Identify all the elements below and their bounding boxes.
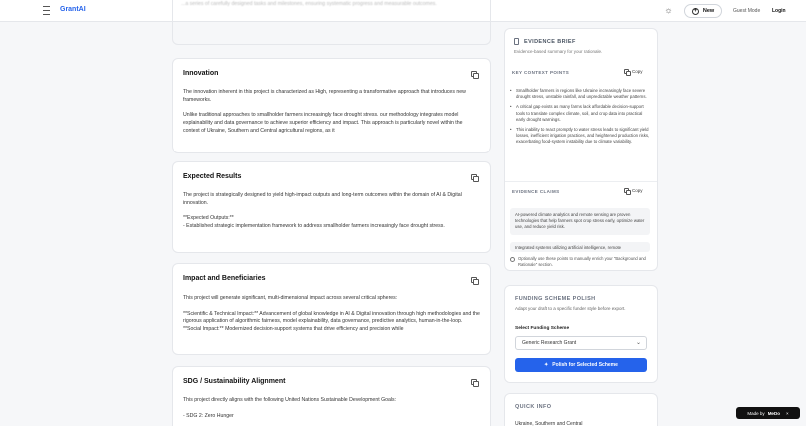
funding-scheme-description: Adapt your draft to a specific funder style before export.: [515, 306, 626, 311]
key-context-points-label: KEY CONTEXT POINTS: [512, 70, 570, 75]
previous-section-card: [172, 0, 491, 45]
copy-label: Copy: [632, 69, 643, 74]
paragraph: - SDG 2: Zero Hunger: [183, 412, 234, 419]
evidence-brief-subtitle: Evidence-based summary for your rationale.: [514, 49, 603, 54]
evidence-claims-label: EVIDENCE CLAIMS: [512, 189, 560, 194]
badge-name: MeDo: [767, 410, 780, 416]
new-button-label: New: [702, 8, 715, 14]
list-item: • Smallholder farmers in regions like Ukraine increasingly face severe drought stress, unstable rainfall, and unpredictable weather patterns.: [510, 88, 650, 100]
divider: [505, 181, 657, 182]
copy-icon[interactable]: [471, 379, 477, 385]
paragraph: This project will generate significant, multi-dimensional impact across several critical spheres:: [183, 295, 398, 301]
evidence-claim: Integrated systems utilizing artificial intelligence, remote: [510, 242, 650, 252]
list-item: • A critical gap exists as many farms lack affordable decision-support tools to translate complex climate, soil, and crop data into practical early drought warnings.: [510, 104, 650, 123]
evidence-brief-title: EVIDENCE BRIEF: [524, 39, 576, 45]
badge-prefix: Made by: [747, 410, 765, 416]
funding-scheme-select[interactable]: [515, 336, 647, 350]
polish-button-label: Polish for Selected Scheme: [552, 362, 618, 368]
copy-icon[interactable]: [471, 71, 477, 77]
quick-info-title: QUICK INFO: [515, 404, 552, 410]
copy-key-points-button[interactable]: [624, 69, 643, 74]
evidence-doc-icon: [514, 38, 519, 45]
copy-icon: [624, 188, 629, 193]
copy-label: Copy: [632, 188, 643, 193]
funding-scheme-title: FUNDING SCHEME POLISH: [515, 296, 596, 302]
copy-icon[interactable]: [471, 174, 477, 180]
menu-icon[interactable]: [43, 6, 50, 15]
theme-toggle-icon[interactable]: ☼: [664, 5, 673, 15]
info-icon: [510, 257, 515, 262]
section-title: Expected Results: [183, 173, 242, 180]
brand-logo[interactable]: GrantAI: [60, 6, 86, 13]
made-by-badge[interactable]: [736, 407, 800, 419]
chevron-down-icon: ⌄: [635, 340, 641, 346]
copy-icon: [624, 69, 629, 74]
fade-overlay: [174, 139, 489, 151]
evidence-note: [510, 256, 652, 268]
section-card-innovation: [172, 58, 491, 153]
close-icon[interactable]: ×: [785, 410, 789, 416]
login-link[interactable]: Login: [772, 8, 786, 14]
select-funding-label: Select Funding Scheme: [515, 326, 570, 331]
section-card-impact: [172, 263, 491, 355]
polish-button[interactable]: [515, 358, 647, 372]
paragraph: The innovation inherent in this project is characterized as High, representing a transformative approach that introduces new frameworks.: [183, 89, 466, 103]
section-title: SDG / Sustainability Alignment: [183, 378, 286, 385]
note-text: Optionally use these points to manually enrich your "Background and Rationale" section.: [518, 256, 646, 267]
section-body[interactable]: [183, 192, 480, 246]
key-points-list: [510, 88, 650, 150]
list-item: • This inability to react promptly to water stress leads to significant yield losses, inefficient irrigation practices, and heightened production risks, exacerbating food-system instability due to climate variability.: [510, 127, 650, 146]
copy-claims-button[interactable]: [624, 188, 643, 193]
fade-overlay: [174, 340, 489, 352]
selected-value: Generic Research Grant: [522, 340, 577, 346]
new-button[interactable]: [684, 4, 722, 18]
section-card-expected-results: [172, 161, 491, 253]
paragraph: This project directly aligns with the following United Nations Sustainable Development Goals:: [183, 397, 397, 403]
paragraph: Unlike traditional approaches to smallholder farmers increasingly face drought stress. our methodology integrates model explainability and data governance to achieve superior efficiency and impact. This approach is particularly novel within the context of Ukraine, Southern and Central agricultural regions, as it: [183, 112, 463, 134]
evidence-claim: AI-powered climate analytics and remote sensing are proven technologies that help farmers spot crop stress early, optimize water use, and reduce yield risk.: [510, 208, 650, 235]
section-title: Impact and Beneficiaries: [183, 275, 266, 282]
quick-info-line: Ukraine, Southern and Central: [515, 421, 583, 426]
paragraph: **Scientific & Technical Impact:** Advancement of global knowledge in AI & Digital innovation through high methodologies and the rigorous application of algorithmic fairness, model explainability, data governance, predictive analytics, human-in-the-loop. **Social Impact:** Modernized decision-support systems that drive efficiency and precision while: [183, 310, 480, 333]
paragraph: **Expected Outputs:** - Established strategic implementation framework to address smallholder farmers increasingly face drought stress.: [183, 215, 445, 230]
sparkle-icon: ✦: [544, 362, 549, 368]
plus-icon: +: [693, 7, 698, 14]
copy-icon[interactable]: [471, 277, 477, 283]
paragraph: The project is strategically designed to yield high-impact outputs and long-term outcomes within the domain of AI & Digital innovation.: [183, 192, 462, 206]
section-title: Innovation: [183, 70, 219, 77]
previous-section-text: ...a series of carefully designed tasks and milestones, ensuring systematic progress and measurable outcomes.: [181, 1, 437, 7]
section-card-sdg: [172, 366, 491, 426]
section-body[interactable]: [183, 397, 480, 426]
guest-mode-label: Guest Mode: [733, 8, 761, 14]
